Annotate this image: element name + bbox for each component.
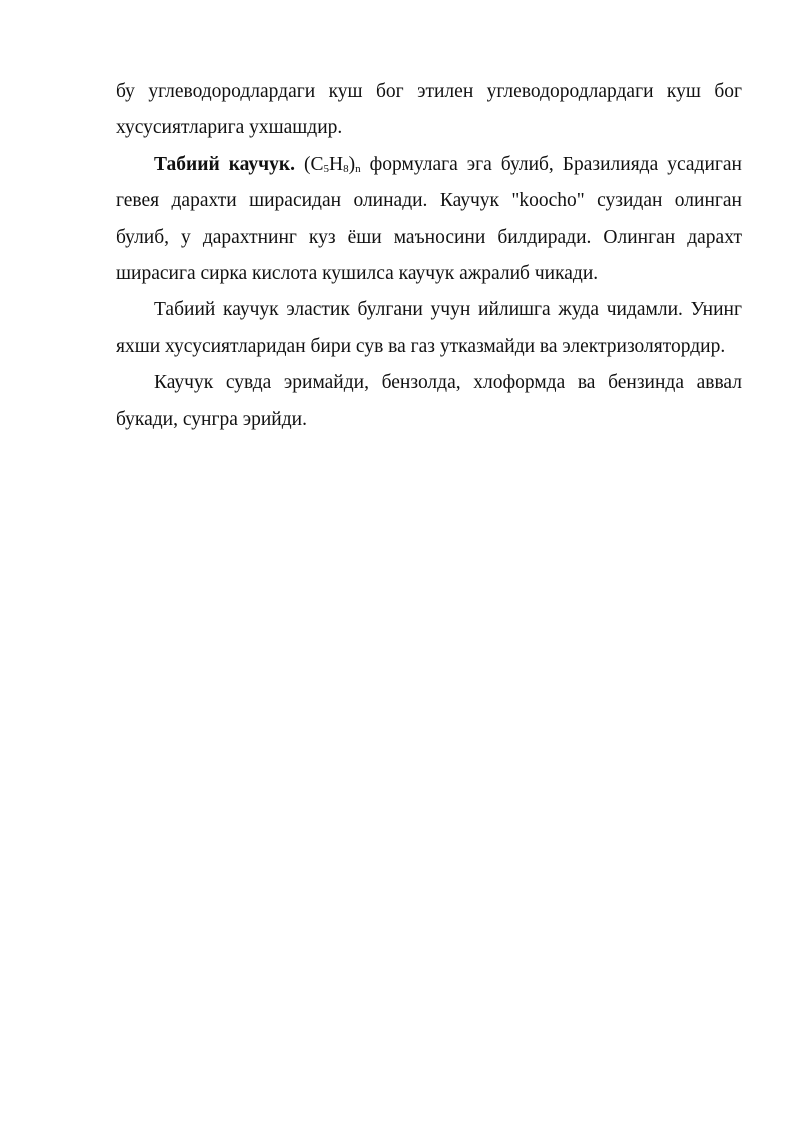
paragraph-natural-rubber	[116, 147, 742, 293]
paragraph-solubility	[116, 365, 742, 438]
formula-close: )	[348, 153, 356, 175]
paragraph-text: Табиий каучук эластик булгани учун ийлишга жуда чидамли. Унинг яхши хусусиятларидан бири сув ва газ утказмайди ва электризолятордир.	[116, 299, 742, 357]
formula-sub-5: 5	[323, 162, 330, 175]
body-text	[116, 74, 742, 438]
paragraph-text: Каучук сувда эримайди, бензолда, хлоформда ва бензинда аввал букади, сунгра эрийди.	[116, 372, 742, 430]
term-natural-rubber: Табиий каучук.	[154, 153, 296, 175]
formula-sub-n: n	[355, 162, 361, 175]
formula-h: H	[329, 153, 344, 175]
paragraph-text: формулага эга булиб, Бразилияда усадиган гевея дарахти ширасидан олинади. Каучук "koocho" сузидан олинган булиб, у дарахтнинг куз ёши маъносини билдиради. Олинган дарахт ширасига сирка кислота кушилса каучук ажралиб чикади.	[116, 153, 742, 285]
paragraph-continuation	[116, 74, 742, 147]
paragraph-elasticity	[116, 292, 742, 365]
paragraph-text: бу углеводородлардаги куш бог этилен углеводородлардаги куш бог хусусиятларига ухшашдир.	[116, 81, 742, 139]
formula-open: (C	[295, 153, 324, 175]
formula-sub-8: 8	[343, 162, 349, 175]
